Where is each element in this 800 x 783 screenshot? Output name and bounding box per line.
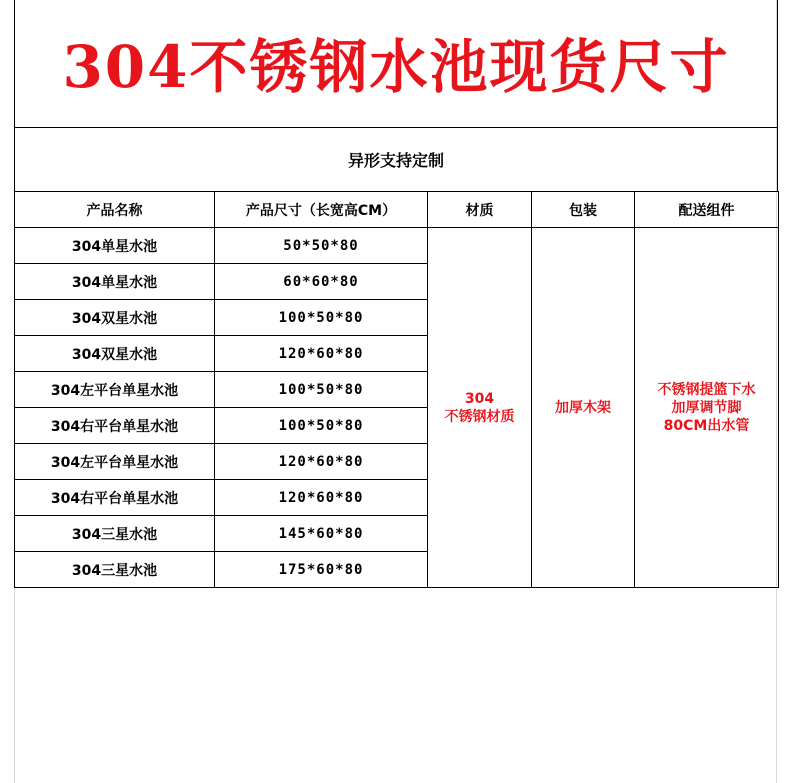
product-name-cell: 304左平台单星水池 xyxy=(15,372,215,408)
product-size-cell: 120*60*80 xyxy=(215,444,428,480)
product-name-cell: 304三星水池 xyxy=(15,516,215,552)
page-title: 304不锈钢水池现货尺寸 xyxy=(62,32,730,101)
component-line: 加厚调节脚 xyxy=(671,399,742,416)
product-size-cell: 175*60*80 xyxy=(215,552,428,588)
product-size-cell: 120*60*80 xyxy=(215,480,428,516)
packaging-cell: 加厚木架 xyxy=(532,228,635,588)
header-product-size: 产品尺寸（长宽高CM） xyxy=(215,192,428,228)
spec-table xyxy=(14,191,779,588)
product-name-cell: 304三星水池 xyxy=(15,552,215,588)
product-name-cell: 304单星水池 xyxy=(15,228,215,264)
material-line: 304 xyxy=(464,390,495,407)
component-line: 不锈钢提篮下水 xyxy=(657,381,756,398)
product-size-cell: 60*60*80 xyxy=(215,264,428,300)
header-components: 配送组件 xyxy=(635,192,779,228)
subtitle-banner xyxy=(14,127,778,192)
header-packaging: 包装 xyxy=(532,192,635,228)
product-size-cell: 100*50*80 xyxy=(215,300,428,336)
product-name-cell: 304单星水池 xyxy=(15,264,215,300)
material-line: 不锈钢材质 xyxy=(444,408,515,425)
product-size-cell: 145*60*80 xyxy=(215,516,428,552)
product-name-cell: 304左平台单星水池 xyxy=(15,444,215,480)
components-cell xyxy=(635,228,779,588)
title-banner xyxy=(14,0,778,128)
header-material: 材质 xyxy=(428,192,532,228)
component-line: 80CM出水管 xyxy=(663,417,750,434)
page-subtitle: 异形支持定制 xyxy=(347,151,444,170)
product-name-cell: 304右平台单星水池 xyxy=(15,480,215,516)
product-size-cell: 120*60*80 xyxy=(215,336,428,372)
table-row xyxy=(15,228,779,264)
product-size-cell: 100*50*80 xyxy=(215,408,428,444)
product-name-cell: 304双星水池 xyxy=(15,300,215,336)
material-cell xyxy=(428,228,532,588)
header-product-name: 产品名称 xyxy=(15,192,215,228)
product-name-cell: 304双星水池 xyxy=(15,336,215,372)
product-name-cell: 304右平台单星水池 xyxy=(15,408,215,444)
product-size-cell: 100*50*80 xyxy=(215,372,428,408)
product-size-cell: 50*50*80 xyxy=(215,228,428,264)
table-header-row xyxy=(15,192,779,228)
